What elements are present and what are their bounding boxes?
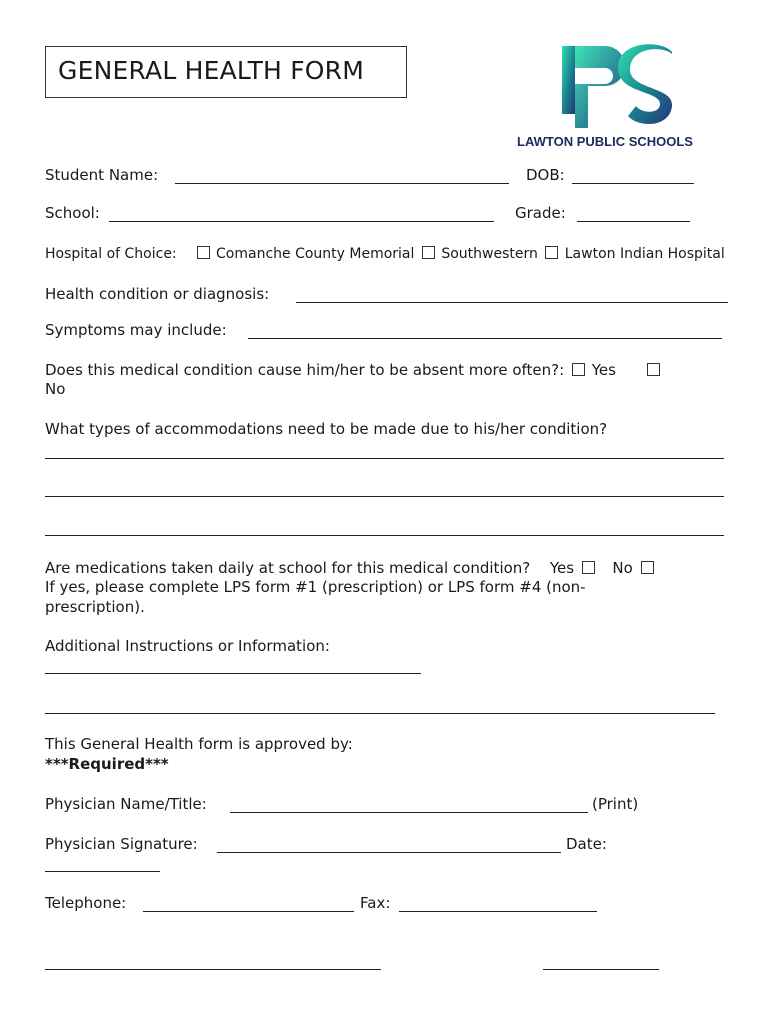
print-label: (Print) (592, 795, 639, 813)
absent-yes-checkbox[interactable] (572, 363, 585, 376)
required-label: ***Required*** (45, 755, 169, 773)
bottom-date-line[interactable] (543, 969, 659, 970)
hospital-label: Hospital of Choice: (45, 246, 177, 262)
meds-note-line-2: prescription). (45, 598, 145, 616)
approved-by-label: This General Health form is approved by: (45, 735, 353, 753)
hospital-option-lawton-indian: Lawton Indian Hospital (564, 246, 725, 262)
meds-note-line-1: If yes, please complete LPS form #1 (prescription) or LPS form #4 (non- (45, 578, 586, 596)
diagnosis-label: Health condition or diagnosis: (45, 285, 270, 303)
meds-question: Are medications taken daily at school for this medical condition? (45, 559, 531, 577)
accommodations-line-1[interactable] (45, 458, 724, 459)
date-label: Date: (566, 835, 607, 853)
additional-label: Additional Instructions or Information: (45, 637, 330, 655)
meds-no-label: No (612, 559, 633, 577)
telephone-label: Telephone: (45, 894, 127, 912)
physician-signature-line[interactable] (217, 852, 561, 853)
dob-label: DOB: (526, 166, 565, 184)
physician-signature-label: Physician Signature: (45, 835, 198, 853)
symptoms-line[interactable] (248, 338, 722, 339)
absent-question-row (45, 361, 662, 379)
meds-yes-checkbox[interactable] (582, 561, 595, 574)
hospital-checkbox-lawton-indian[interactable] (545, 246, 558, 259)
absent-no-checkbox[interactable] (647, 363, 660, 376)
diagnosis-line[interactable] (296, 302, 728, 303)
absent-yes-label: Yes (591, 361, 616, 379)
grade-label: Grade: (515, 204, 566, 222)
additional-line-1[interactable] (45, 673, 421, 674)
additional-line-2[interactable] (45, 713, 715, 714)
hospital-checkbox-comanche[interactable] (197, 246, 210, 259)
hospital-option-southwestern: Southwestern (441, 246, 538, 262)
accommodations-line-3[interactable] (45, 535, 724, 536)
hospital-checkbox-southwestern[interactable] (422, 246, 435, 259)
school-label: School: (45, 204, 100, 222)
telephone-line[interactable] (143, 911, 354, 912)
physician-name-label: Physician Name/Title: (45, 795, 207, 813)
fax-label: Fax: (360, 894, 391, 912)
hospital-row (45, 246, 725, 262)
accommodations-question: What types of accommodations need to be made due to his/her condition? (45, 420, 608, 438)
bottom-signature-line[interactable] (45, 969, 381, 970)
fax-line[interactable] (399, 911, 597, 912)
lps-logo (512, 40, 698, 152)
date-line[interactable] (45, 871, 160, 872)
student-name-label: Student Name: (45, 166, 159, 184)
dob-line[interactable] (572, 183, 694, 184)
student-name-line[interactable] (175, 183, 509, 184)
meds-no-checkbox[interactable] (641, 561, 654, 574)
hospital-option-comanche: Comanche County Memorial (216, 246, 415, 262)
logo-subtitle: LAWTON PUBLIC SCHOOLS (517, 134, 693, 149)
accommodations-line-2[interactable] (45, 496, 724, 497)
physician-name-line[interactable] (230, 812, 588, 813)
absent-question: Does this medical condition cause him/her to be absent more often?: (45, 361, 565, 379)
symptoms-label: Symptoms may include: (45, 321, 227, 339)
absent-no-label: No (45, 380, 66, 398)
grade-line[interactable] (577, 221, 690, 222)
meds-question-row (45, 559, 656, 577)
meds-yes-label: Yes (549, 559, 575, 577)
school-line[interactable] (109, 221, 494, 222)
page-title: GENERAL HEALTH FORM (45, 46, 407, 98)
